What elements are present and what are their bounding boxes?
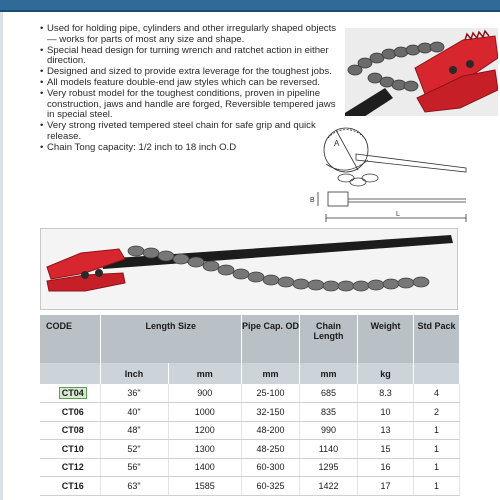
table-cell: 4 (414, 384, 460, 403)
diagram-label-a: A (334, 139, 340, 148)
table-cell: 1400 (168, 458, 241, 477)
table-cell: 900 (168, 384, 241, 403)
table-cell: 1000 (168, 403, 241, 422)
table-cell: 48" (100, 421, 168, 440)
table-cell: 56" (100, 458, 168, 477)
unit-cell: kg (358, 363, 414, 384)
table-cell: 1 (414, 477, 460, 496)
table-cell: 40" (100, 403, 168, 422)
table-cell: 990 (300, 421, 358, 440)
table-cell: 10 (358, 403, 414, 422)
table-cell: 63" (100, 477, 168, 496)
table-cell: 685 (300, 384, 358, 403)
col-header-pipe-cap: Pipe Cap. OD (242, 315, 300, 363)
table-cell: 60-300 (242, 458, 300, 477)
table-cell: 8.3 (358, 384, 414, 403)
table-cell: 1295 (300, 458, 358, 477)
unit-cell (414, 363, 460, 384)
diagram-label-b: B (310, 197, 315, 204)
table-cell: 17 (358, 477, 414, 496)
feature-item: • Designed and sized to provide extra leverage for the toughest jobs. (40, 67, 340, 78)
product-full-photo (40, 228, 458, 310)
col-header-std-pack: Std Pack (414, 315, 460, 363)
table-cell: 48-250 (242, 440, 300, 459)
code-cell: CT08 (40, 421, 100, 440)
code-cell: CT16 (40, 477, 100, 496)
unit-cell: mm (300, 363, 358, 384)
table-cell: 1 (414, 440, 460, 459)
table-cell: 1422 (300, 477, 358, 496)
unit-cell: mm (168, 363, 241, 384)
table-row (40, 458, 460, 477)
diagram-label-l: L (396, 211, 400, 218)
table-cell: 1140 (300, 440, 358, 459)
feature-item: • All models feature double-end jaw styles which can be reversed. (40, 78, 340, 89)
table-cell: 32-150 (242, 403, 300, 422)
table-row (40, 384, 460, 403)
dimension-diagram (306, 120, 476, 225)
code-cell: CT12 (40, 458, 100, 477)
product-closeup-photo (345, 28, 498, 116)
table-cell: 25-100 (242, 384, 300, 403)
code-cell: CT06 (40, 403, 100, 422)
table-cell: 15 (358, 440, 414, 459)
table-cell: 835 (300, 403, 358, 422)
page-border (0, 12, 3, 500)
unit-cell: Inch (100, 363, 168, 384)
table-cell: 52" (100, 440, 168, 459)
table-row (40, 403, 460, 422)
table-cell: 1 (414, 421, 460, 440)
col-header-chain-length: Chain Length (300, 315, 358, 363)
unit-cell: mm (242, 363, 300, 384)
table-cell: 1585 (168, 477, 241, 496)
table-cell: 48-200 (242, 421, 300, 440)
feature-item: • Chain Tong capacity: 1/2 inch to 18 inch O.D (40, 143, 340, 154)
table-cell: 16 (358, 458, 414, 477)
table-cell: 60-325 (242, 477, 300, 496)
table-row (40, 477, 460, 496)
col-header-code: CODE (40, 315, 100, 363)
table-cell: 1 (414, 458, 460, 477)
table-cell: 2 (414, 403, 460, 422)
table-cell: 13 (358, 421, 414, 440)
table-row (40, 421, 460, 440)
feature-item: • Very strong riveted tempered steel chain for safe grip and quick release. (40, 121, 340, 143)
table-row (40, 440, 460, 459)
feature-item: • Special head design for turning wrench and ratchet action in either direction. (40, 46, 340, 68)
spec-table (40, 315, 460, 496)
code-cell (40, 384, 100, 403)
table-cell: 36" (100, 384, 168, 403)
table-cell: 1300 (168, 440, 241, 459)
feature-list (40, 24, 340, 154)
feature-item: • Very robust model for the toughest conditions, proven in pipeline construction, jaws and handle are forged, Reversible tempered jaws in special steel. (40, 89, 340, 121)
col-header-weight: Weight (358, 315, 414, 363)
feature-item: • Used for holding pipe, cylinders and other irregularly shaped objects— works for parts of most any size and shape. (40, 24, 340, 46)
code-cell: CT10 (40, 440, 100, 459)
highlighted-code: CT04 (59, 387, 87, 399)
unit-cell (40, 363, 100, 384)
header-bar (0, 0, 500, 12)
col-header-length: Length Size (100, 315, 242, 363)
table-cell: 1200 (168, 421, 241, 440)
